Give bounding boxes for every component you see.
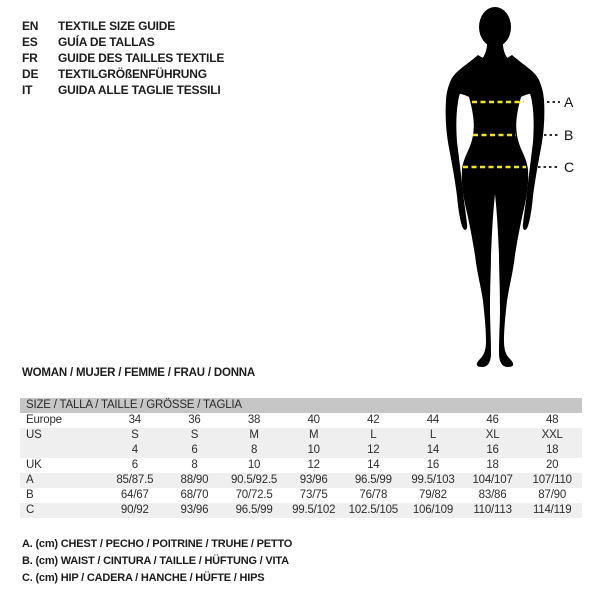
table-cell: 48: [545, 414, 559, 426]
row-label: UK: [26, 459, 42, 471]
table-cell: 85/87.5: [116, 474, 154, 486]
table-row-chest: [20, 473, 582, 488]
language-row-es: [22, 34, 224, 50]
table-cell: 68/70: [180, 489, 209, 501]
table-cell: 90/92: [120, 504, 149, 516]
language-code: FR: [22, 51, 38, 65]
table-cell: 107/110: [532, 474, 572, 486]
table-cell: 93/96: [180, 504, 209, 516]
row-label: B: [26, 489, 34, 501]
table-cell: 6: [191, 444, 198, 456]
table-cell: 40: [307, 414, 320, 426]
legend-hip: C. (cm) HIP / CADERA / HANCHE / HÜFTE / HIPS: [22, 572, 265, 584]
table-cell: 8: [191, 459, 198, 471]
table-cell: 36: [188, 414, 201, 426]
table-cell: 4: [131, 444, 138, 456]
table-cell: 88/90: [180, 474, 209, 486]
table-cell: XXL: [541, 429, 563, 441]
table-row-us-numbers: [20, 443, 582, 458]
language-code: DE: [22, 67, 39, 81]
table-cell: 14: [426, 444, 440, 456]
table-cell: 96.5/99: [235, 504, 273, 516]
silhouette-right-arm: [523, 72, 545, 230]
language-code: IT: [22, 83, 33, 97]
table-cell: 73/75: [299, 489, 328, 501]
table-cell: 16: [486, 444, 499, 456]
table-cell: M: [249, 429, 259, 441]
table-cell: 99.5/103: [411, 474, 455, 486]
table-cell: 93/96: [299, 474, 328, 486]
row-label: US: [26, 429, 42, 441]
table-cell: 96.5/99: [354, 474, 392, 486]
marker-label-chest: A: [564, 94, 574, 110]
table-cell: 46: [486, 414, 499, 426]
row-label: C: [26, 504, 35, 516]
language-label: TEXTILGRÖßENFÜHRUNG: [58, 67, 207, 81]
language-row-en: [22, 18, 224, 34]
size-table-header: SIZE / TALLA / TAILLE / GRÖSSE / TAGLIA: [20, 398, 582, 413]
table-cell: 79/82: [419, 489, 447, 501]
language-code: EN: [22, 19, 39, 33]
table-cell: 42: [367, 414, 380, 426]
table-cell: 12: [367, 444, 380, 456]
table-cell: 102.5/105: [348, 504, 398, 516]
language-label: GUÍA DE TALLAS: [58, 35, 155, 49]
language-label: GUIDA ALLE TAGLIE TESSILI: [58, 83, 221, 97]
table-cell: 106/109: [412, 504, 454, 516]
language-label: TEXTILE SIZE GUIDE: [58, 19, 176, 33]
language-row-it: [22, 82, 224, 98]
table-cell: 10: [307, 444, 320, 456]
table-row-europe: [20, 413, 582, 428]
table-cell: 14: [367, 459, 380, 471]
marker-label-hip: C: [564, 159, 575, 175]
size-guide-figure: [400, 0, 600, 380]
table-cell: 76/78: [359, 489, 388, 501]
table-cell: 110/113: [473, 504, 512, 516]
row-label: A: [26, 474, 34, 486]
table-cell: S: [131, 429, 139, 441]
legend-chest: A. (cm) CHEST / PECHO / POITRINE / TRUHE / PETTO: [22, 538, 293, 550]
table-cell: XL: [485, 429, 500, 441]
section-title-woman: WOMAN / MUJER / FEMME / FRAU / DONNA: [22, 367, 256, 379]
woman-silhouette-svg: [400, 0, 600, 380]
table-cell: L: [370, 429, 377, 441]
table-row-us-letters: [20, 428, 582, 443]
table-cell: 18: [545, 444, 559, 456]
table-cell: 20: [545, 459, 559, 471]
table-cell: 44: [426, 414, 440, 426]
size-table: [20, 398, 582, 518]
table-cell: 99.5/102: [292, 504, 336, 516]
language-list: [22, 18, 224, 98]
table-cell: S: [190, 429, 199, 441]
table-cell: 16: [426, 459, 440, 471]
table-cell: 87/90: [538, 489, 567, 501]
table-cell: 90.5/92.5: [230, 474, 278, 486]
table-row-uk: [20, 458, 582, 473]
table-row-hip: [20, 503, 582, 518]
language-row-de: [22, 66, 224, 82]
table-row-waist: [20, 488, 582, 503]
measurement-legend: [22, 536, 292, 587]
table-cell: 38: [247, 414, 261, 426]
table-cell: 10: [247, 459, 261, 471]
table-cell: 8: [250, 444, 258, 456]
table-cell: 18: [486, 459, 499, 471]
table-cell: 83/86: [478, 489, 507, 501]
row-label: Europe: [26, 414, 62, 426]
language-row-fr: [22, 50, 224, 66]
table-cell: M: [308, 429, 319, 441]
table-cell: 34: [128, 414, 142, 426]
table-cell: L: [429, 429, 437, 441]
table-cell: 6: [131, 459, 138, 471]
silhouette-left-arm: [446, 72, 468, 230]
language-label: GUIDE DES TAILLES TEXTILE: [58, 51, 225, 65]
language-code: ES: [22, 35, 38, 49]
marker-label-waist: B: [564, 127, 574, 143]
table-cell: 104/107: [472, 474, 513, 486]
table-cell: 70/72.5: [235, 489, 273, 501]
legend-waist: B. (cm) WAIST / CINTURA / TAILLE / HÜFTUNG / VITA: [22, 555, 289, 567]
table-cell: 114/119: [532, 504, 572, 516]
table-cell: 12: [307, 459, 320, 471]
row-label: [20, 443, 105, 458]
table-cell: 64/67: [120, 489, 149, 501]
